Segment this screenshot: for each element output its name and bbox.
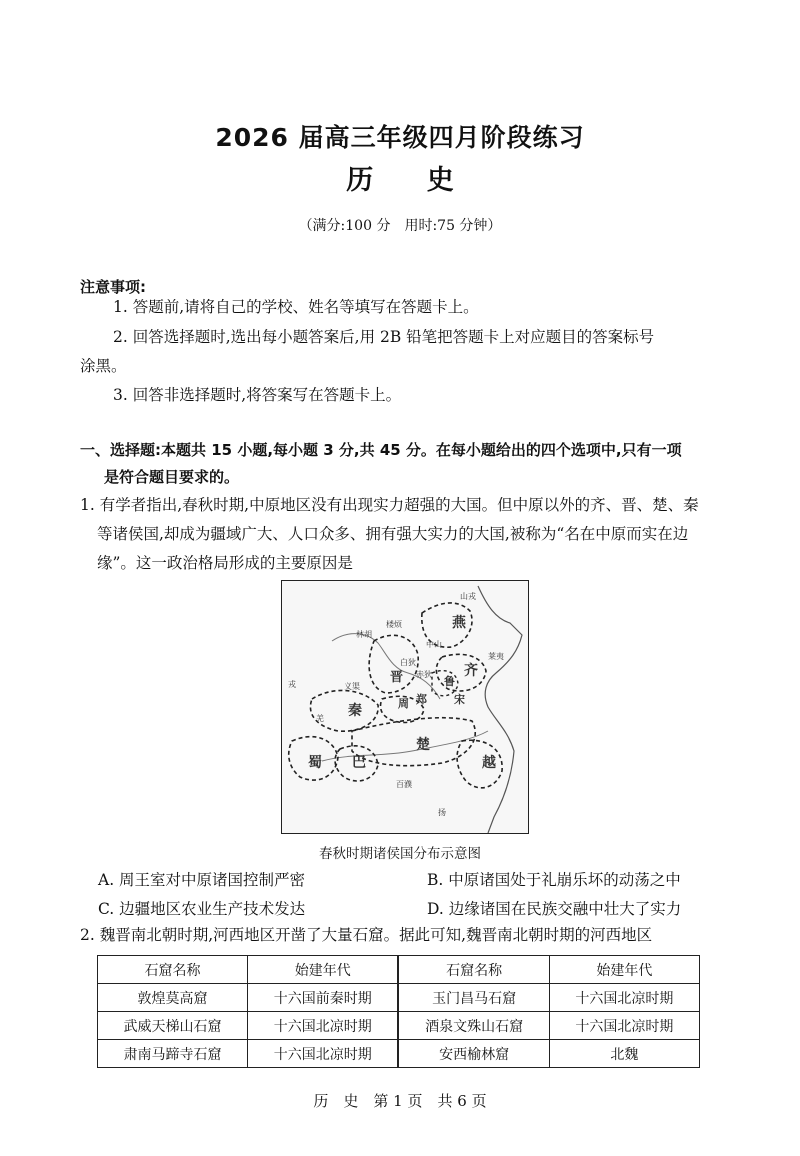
table-row xyxy=(98,1040,700,1068)
map-label-qi: 齐 xyxy=(464,663,478,679)
notice-item-1: 1. 答题前,请将自己的学校、姓名等填写在答题卡上。 xyxy=(113,298,479,316)
map-label-yue: 越 xyxy=(482,755,496,771)
table-cell: 武威天梯山石窟 xyxy=(98,1012,248,1040)
map-label-laiyi: 莱夷 xyxy=(488,652,504,661)
map-label-song: 宋 xyxy=(454,693,465,706)
map-label-chu: 楚 xyxy=(416,737,430,753)
table-header-cell: 石窟名称 xyxy=(398,956,549,984)
grotto-table xyxy=(97,955,700,1068)
map-caption: 春秋时期诸侯国分布示意图 xyxy=(319,846,481,862)
map-label-rong: 戎 xyxy=(288,680,296,689)
exam-meta: （满分:100 分 用时:75 分钟） xyxy=(298,218,502,234)
map-label-yang: 扬 xyxy=(438,808,446,817)
section-heading-cont: 是符合题目要求的。 xyxy=(104,468,240,486)
map-label-jin: 晋 xyxy=(390,670,404,685)
map-label-qin: 秦 xyxy=(348,703,362,719)
map-label-baipu: 百濮 xyxy=(396,780,412,789)
table-row xyxy=(98,1012,700,1040)
q1-option-b[interactable]: B. 中原诸国处于礼崩乐坏的动荡之中 xyxy=(427,871,681,889)
map-label-baidi: 白狄 xyxy=(400,658,416,667)
q1-option-a[interactable]: A. 周王室对中原诸国控制严密 xyxy=(98,871,306,889)
q1-option-c[interactable]: C. 边疆地区农业生产技术发达 xyxy=(98,900,306,918)
q1-option-d[interactable]: D. 边缘诸国在民族交融中壮大了实力 xyxy=(427,900,682,918)
q1-stem-line-2: 等诸侯国,却成为疆域广大、人口众多、拥有强大实力的大国,被称为“名在中原而实在边 xyxy=(97,525,689,543)
table-cell: 玉门昌马石窟 xyxy=(398,984,549,1012)
map-svg xyxy=(282,581,528,833)
page-footer: 历 史 第 1 页 共 6 页 xyxy=(313,1092,487,1110)
map-label-ba: 巴 xyxy=(352,755,366,771)
notice-item-3: 3. 回答非选择题时,将答案写在答题卡上。 xyxy=(113,386,402,404)
map-label-loufan: 楼烦 xyxy=(386,620,402,629)
notice-heading: 注意事项: xyxy=(80,278,146,296)
table-row xyxy=(98,984,700,1012)
map-label-zhongshan: 中山 xyxy=(426,640,442,649)
q1-stem-line-1: 1. 有学者指出,春秋时期,中原地区没有出现实力超强的大国。但中原以外的齐、晋、楚、秦 xyxy=(80,496,699,514)
table-cell: 安西榆林窟 xyxy=(398,1040,549,1068)
map-label-zheng: 郑 xyxy=(416,693,427,706)
notice-item-2: 2. 回答选择题时,选出每小题答案后,用 2B 铅笔把答题卡上对应题目的答案标号 xyxy=(113,328,655,346)
table-cell: 肃南马蹄寺石窟 xyxy=(98,1040,248,1068)
table-header-cell: 始建年代 xyxy=(248,956,399,984)
q2-stem: 2. 魏晋南北朝时期,河西地区开凿了大量石窟。据此可知,魏晋南北朝时期的河西地区 xyxy=(80,926,653,944)
subject-title: 历 史 xyxy=(346,165,476,196)
table-header-cell: 始建年代 xyxy=(549,956,699,984)
map-label-shanrong: 山戎 xyxy=(460,592,476,601)
map-label-linhu: 林胡 xyxy=(356,630,372,639)
table-cell: 十六国北凉时期 xyxy=(248,1012,399,1040)
map-label-yan: 燕 xyxy=(452,615,466,631)
table-header-cell: 石窟名称 xyxy=(98,956,248,984)
exam-title: 2026 届高三年级四月阶段练习 xyxy=(215,123,585,152)
table-cell: 十六国前秦时期 xyxy=(248,984,399,1012)
map-label-shu: 蜀 xyxy=(308,755,322,771)
map-label-qiang: 羌 xyxy=(316,714,324,723)
table-cell: 十六国北凉时期 xyxy=(248,1040,399,1068)
table-cell: 酒泉文殊山石窟 xyxy=(398,1012,549,1040)
table-header-row xyxy=(98,956,700,984)
notice-item-2-cont: 涂黑。 xyxy=(80,357,127,375)
table-cell: 十六国北凉时期 xyxy=(549,984,699,1012)
table-cell: 十六国北凉时期 xyxy=(549,1012,699,1040)
map-label-yiqu: 义渠 xyxy=(344,682,360,691)
map-label-chidi: 赤狄 xyxy=(416,670,432,679)
table-cell: 敦煌莫高窟 xyxy=(98,984,248,1012)
map-label-lu: 鲁 xyxy=(444,675,455,688)
spring-autumn-map xyxy=(281,580,529,834)
table-cell: 北魏 xyxy=(549,1040,699,1068)
map-label-zhou: 周 xyxy=(398,697,409,710)
q1-stem-line-3: 缘”。这一政治格局形成的主要原因是 xyxy=(97,554,353,572)
section-heading: 一、选择题:本题共 15 小题,每小题 3 分,共 45 分。在每小题给出的四个选项中,只有一项 xyxy=(80,441,682,459)
